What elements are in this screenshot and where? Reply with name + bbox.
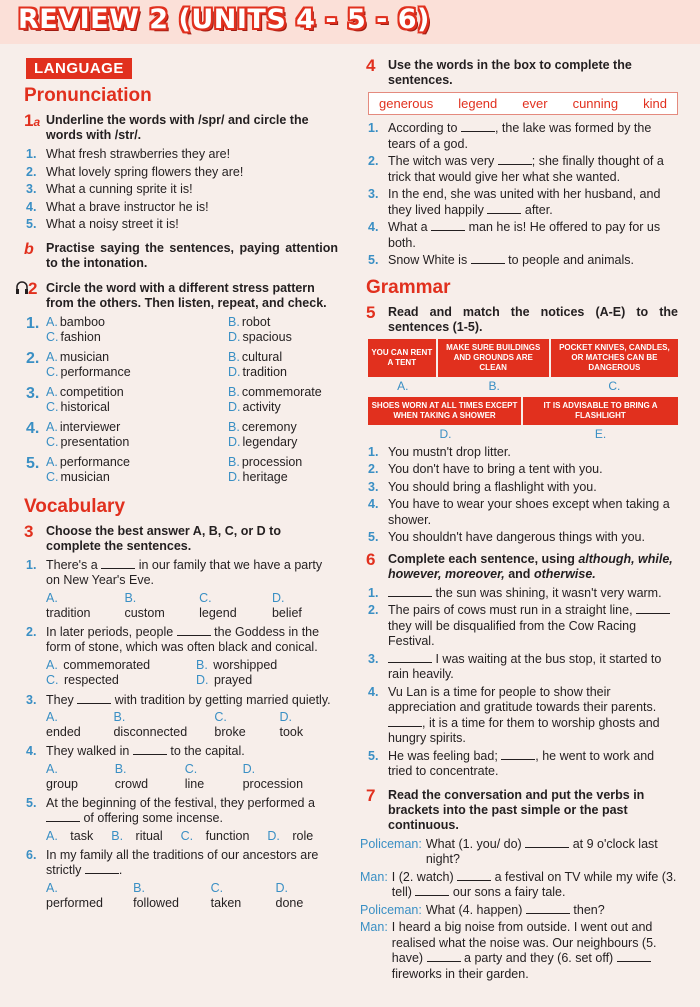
list-item: 5. What a noisy street it is!: [26, 217, 179, 231]
list-item: 1. There's a in our family that we have a party on New Year's Eve.: [26, 557, 323, 587]
list-item: 4. Vu Lan is a time for people to show their appreciation and gratitude towards their parents. , it is a time for them to worship ghosts and hungry spirits.: [368, 684, 660, 745]
answer-blank: [427, 952, 461, 962]
list-item: 1. A. bamboo B. robot C. fashion D. spacious: [26, 314, 292, 344]
answer-options: A. group B. crowd C. line D. procession: [46, 761, 304, 791]
exercise-7-header: [366, 785, 678, 833]
list-item: 2. A. musician B. cultural C. performance D. tradition: [26, 349, 287, 379]
conversation-line: Man: I (2. watch) a festival on TV while my wife (3. tell) our sons a fairy tale.: [360, 869, 677, 899]
exercise-number: 4: [366, 56, 376, 75]
list-item: 2. What lovely spring flowers they are!: [26, 164, 244, 179]
answer-blank: [46, 812, 80, 822]
word-box-item: generous: [379, 96, 434, 111]
exercise-1a-header: [24, 113, 338, 143]
speaker-label: Man:: [360, 869, 388, 884]
answer-blank: [415, 886, 449, 896]
list-item: 4. They walked in to the capital.: [26, 744, 245, 758]
notice-c: POCKET KNIVES, CANDLES, OR MATCHES CAN BE DANGEROUS: [551, 339, 678, 377]
right-column: [360, 58, 678, 984]
speaker-label: Policeman:: [360, 902, 422, 917]
answer-blank: [133, 745, 167, 755]
list-item: 4. What a brave instructor he is!: [26, 199, 209, 214]
exercise-3-list: [26, 625, 338, 656]
exercise-6-list: [368, 586, 678, 780]
answer-blank: [471, 254, 505, 264]
exercise-instruction: Underline the words with /spr/ and circle the words with /str/.: [46, 113, 309, 142]
word-box-item: ever: [522, 96, 548, 111]
word-box-item: cunning: [572, 96, 619, 111]
answer-blank: [77, 694, 111, 704]
answer-blank: [487, 204, 521, 214]
list-item: 4. You have to wear your shoes except when taking a shower.: [368, 497, 670, 527]
list-item: 3. What a cunning sprite it is!: [26, 182, 193, 196]
exercise-1b-header: [24, 241, 338, 271]
notice-label: D.: [439, 426, 452, 441]
answer-blank: [525, 838, 569, 848]
exercise-1a-list: [26, 147, 338, 233]
conversation: [360, 837, 678, 983]
notice-label: C.: [608, 378, 621, 393]
notice-label: B.: [488, 378, 500, 393]
exercise-3-header: [24, 521, 338, 554]
answer-blank: [498, 155, 532, 165]
list-item: 3. You should bring a flashlight with you.: [368, 479, 597, 494]
list-item: 5. A. performance B. procession C. musician D. heritage: [26, 454, 303, 484]
answer-blank: [388, 587, 432, 597]
conversation-line: Policeman: What (4. happen) then?: [360, 902, 605, 917]
speaker-label: Policeman:: [360, 836, 422, 851]
notice-label: E.: [594, 426, 607, 441]
notice-b: MAKE SURE BUILDINGS AND GROUNDS ARE CLEAN: [438, 339, 549, 377]
exercise-number: 2: [24, 281, 46, 297]
exercise-3-list: [26, 848, 338, 879]
exercise-3-list: [26, 558, 338, 589]
pronunciation-heading: Pronunciation: [24, 85, 152, 106]
vocabulary-heading: Vocabulary: [24, 495, 126, 517]
notice-d: SHOES WORN AT ALL TIMES EXCEPT WHEN TAKING A SHOWER: [368, 397, 521, 425]
answer-blank: [388, 653, 432, 663]
answer-blank: [636, 604, 670, 614]
exercise-3-list: [26, 693, 338, 709]
exercise-instruction: Choose the best answer A, B, C, or D to complete the sentences.: [46, 523, 281, 553]
answer-blank: [617, 952, 651, 962]
answer-blank: [501, 750, 535, 760]
list-item: 1. the sun was shining, it wasn't very warm.: [368, 585, 662, 600]
exercise-number: 7: [366, 785, 376, 805]
list-item: 1. You mustn't drop litter.: [368, 444, 511, 459]
list-item: 4. What a man he is! He offered to pay for us both.: [368, 220, 661, 250]
page-title: REVIEW 2 (UNITS 4 - 5 - 6): [18, 4, 430, 35]
exercise-5-header: [366, 302, 678, 335]
exercise-instruction: Circle the word with a different stress pattern from the others. Then listen, repeat, and check.: [46, 280, 327, 310]
list-item: 5. He was feeling bad; , he went to work and tried to concentrate.: [368, 748, 655, 778]
list-item: 2. The witch was very ; she finally thought of a trick that would give her what she wanted.: [368, 154, 664, 184]
conversation-line: Policeman: What (1. you/ do) at 9 o'clock last night?: [360, 836, 658, 866]
list-item: 6. In my family all the traditions of our ancestors are strictly .: [26, 847, 319, 877]
answer-blank: [526, 904, 570, 914]
answer-options: A. tradition B. custom C. legend D. belief: [46, 590, 302, 620]
list-item: 2. In later periods, people the Goddess in the form of stone, which was often black and conical.: [26, 624, 320, 654]
answer-blank: [457, 871, 491, 881]
notice-label: A.: [397, 378, 409, 393]
answer-blank: [461, 122, 495, 132]
answer-blank: [431, 221, 465, 231]
conversation-line: Man: I heard a big noise from outside. I went out and realised what the noise was. Our neighbours (5. have) a party and they (6. set off) fireworks in their garden.: [360, 920, 657, 981]
notice-a: YOU CAN RENT A TENT: [368, 339, 436, 377]
exercise-6-header: [366, 549, 678, 582]
exercise-instruction: Read and match the notices (A-E) to the sentences (1-5).: [388, 304, 678, 334]
exercise-3-list: [26, 796, 338, 827]
answer-options: A. ended B. disconnected C. broke D. took: [46, 710, 304, 739]
list-item: 2. You don't have to bring a tent with you.: [368, 462, 603, 476]
exercise-4-list: [368, 121, 678, 269]
word-box-item: legend: [458, 96, 498, 111]
list-item: 5. You shouldn't have dangerous things with you.: [368, 530, 645, 544]
left-column: [18, 58, 338, 915]
list-item: 3. A. competition B. commemorate C. historical D. activity: [26, 384, 322, 414]
list-item: 5. At the beginning of the festival, they performed a of offering some incense.: [26, 795, 315, 825]
list-item: 1. What fresh strawberries they are!: [26, 147, 231, 161]
exercise-instruction: Read the conversation and put the verbs in brackets into the past simple or the past continuous.: [388, 787, 645, 832]
answer-blank: [177, 626, 211, 636]
exercise-number: 3: [24, 521, 34, 541]
speaker-label: Man:: [360, 920, 388, 934]
exercise-number: 6: [366, 549, 376, 569]
exercise-number: 5: [366, 302, 376, 322]
answer-options: A. task B. ritual C. function D. role: [46, 828, 314, 843]
answer-blank: [101, 559, 135, 569]
exercise-3-list: [26, 744, 338, 760]
exercise-instruction: Complete each sentence, using although, while, however, moreover, and otherwise.: [388, 551, 673, 581]
notice-e: IT IS ADVISABLE TO BRING A FLASHLIGHT: [523, 397, 678, 425]
answer-options: A. performed B. followed C. taken D. done: [46, 880, 304, 910]
list-item: 3. They with tradition by getting married quietly.: [26, 692, 331, 707]
list-item: 3. In the end, she was united with her husband, and they lived happily after.: [368, 187, 661, 217]
notices-panel: [368, 339, 678, 441]
exercise-number: 1a: [24, 111, 41, 130]
list-item: 5. Snow White is to people and animals.: [368, 253, 634, 267]
language-badge: LANGUAGE: [26, 58, 132, 79]
exercise-instruction: Use the words in the box to complete the sentences.: [388, 58, 632, 87]
list-item: 4. A. interviewer B. ceremony C. presentation D. legendary: [26, 419, 298, 449]
exercise-instruction: Practise saying the sentences, paying attention to the intonation.: [46, 240, 338, 270]
exercise-4-header: [366, 58, 678, 88]
answer-blank: [85, 864, 119, 874]
grammar-heading: Grammar: [366, 276, 451, 298]
exercise-number: b: [24, 240, 34, 258]
list-item: 1. According to , the lake was formed by the tears of a god.: [368, 121, 652, 151]
answer-blank: [388, 717, 422, 727]
word-box: [368, 92, 678, 115]
exercise-2-header: [24, 278, 338, 311]
exercise-5-list: [368, 445, 678, 546]
headphones-icon: [16, 281, 28, 295]
list-item: 2. The pairs of cows must run in a straight line, they will be disqualified from the Cow Racing Festival.: [368, 603, 678, 650]
answer-options: A. commemorated B. worshipped C. respected D. prayed: [46, 657, 278, 687]
word-box-item: kind: [643, 96, 667, 111]
list-item: 3. I was waiting at the bus stop, it started to rain heavily.: [368, 651, 662, 681]
